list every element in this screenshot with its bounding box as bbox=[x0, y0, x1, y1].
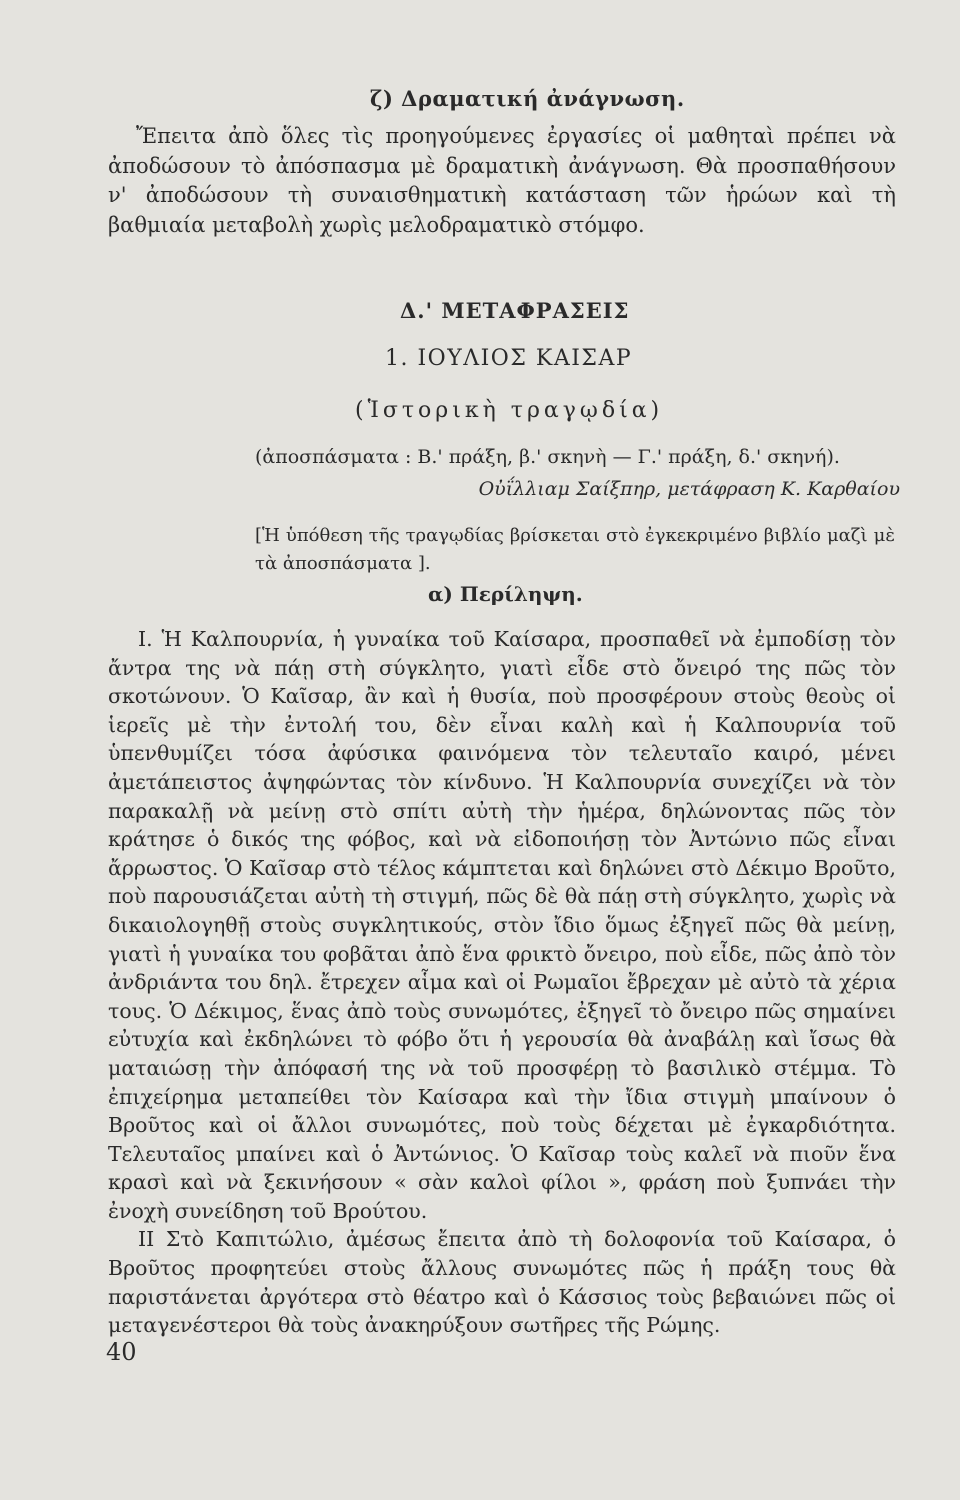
summary-paragraph-2: ΙΙ Στὸ Καπιτώλιο, ἀμέσως ἔπειτα ἀπὸ τὴ δολοφονία τοῦ Καίσαρα, ὁ Βροῦτος προφητεύει στοὺς ἄλλους συνωμότες πῶς ἡ πράξη τους θὰ παριστάνεται ἀργότερα στὸ θέατρο καὶ ὁ Κάσσιος τοὺς βεβαιώνει πῶς οἱ μεταγενέστεροι θὰ τοὺς ἀνακηρύξουν σωτῆρες τῆς Ρώμης. bbox=[108, 1227, 896, 1338]
excerpts-reference: (ἀποσπάσματα : Β.' πράξη, β.' σκηνὴ — Γ.' πράξη, δ.' σκηνή). bbox=[255, 446, 840, 468]
work-genre: (Ἱστορικὴ τραγῳδία) bbox=[355, 398, 664, 423]
summary-paragraph-1: Ι. Ἡ Καλπουρνία, ἡ γυναίκα τοῦ Καίσαρα, προσπαθεῖ νὰ ἐμποδίσῃ τὸν ἄντρα της νὰ πάῃ στὴ σύγκλητο, γιατὶ εἶδε στὸ ὄνειρό της πῶς τὸν σκοτώνουν. Ὁ Καῖσαρ, ἂν καὶ ἡ θυσία, ποὺ προσφέρουν στοὺς θεοὺς οἱ ἱερεῖς μὲ τὴν ἐντολή του, δὲν εἶναι καλὴ καὶ ἡ Καλπουρνία τοῦ ὑπενθυμίζει τόσα ἀφύσικα φαινόμενα τὸν τελευταῖο καιρό, μένει ἀμετάπειστος ἀψηφώντας τὸν κίνδυνο. Ἡ Καλπουρνία συνεχίζει νὰ τὸν παρακαλῇ νὰ μείνῃ στὸ σπίτι αὐτὴ τὴν ἡμέρα, δηλώνοντας πῶς τὸν κράτησε ὁ δικός της φόβος, καὶ νὰ εἰδοποιήσῃ τὸν Ἀντώνιο πῶς εἶναι ἄρρωστος. Ὁ Καῖσαρ στὸ τέλος κάμπτεται καὶ δηλώνει στὸ Δέκιμο Βροῦτο, ποὺ παρουσιάζεται αὐτὴ τὴ στιγμή, πῶς δὲ θὰ πάῃ στὴ σύγκλητο, χωρὶς νὰ δικαιολογηθῇ στοὺς συγκλητικούς, στὸν ἴδιο ὅμως ἐξηγεῖ πῶς θὰ μείνῃ, γιατὶ ἡ γυναίκα του φοβᾶται ἀπὸ ἕνα φρικτὸ ὄνειρο, ποὺ εἶδε, πῶς ἀπὸ τὸν ἀνδριάντα του δηλ. ἔτρεχεν αἷμα καὶ οἱ Ρωμαῖοι ἔβρεχαν μὲ αὐτὸ τὰ χέρια τους. Ὁ Δέκιμος, ἕνας ἀπὸ τοὺς συνωμότες, ἐξηγεῖ τὸ ὄνειρο πῶς σημαίνει εὐτυχία καὶ ἐκδηλώνει τὸ φόβο ὅτι ἡ γερουσία θὰ ἀναβάλῃ καὶ ἴσως θὰ ματαιώσῃ τὴν ἀπόφασή της νὰ τοῦ προσφέρῃ τὸ βασιλικὸ στέμμα. Τὸ ἐπιχείρημα μεταπείθει τὸν Καίσαρα καὶ τὴν ἴδια στιγμὴ μπαίνουν ὁ Βροῦτος καὶ οἱ ἄλλοι συνωμότες, ποὺ τοὺς δέχεται μὲ ἐγκαρδιότητα. Τελευταῖος μπαίνει καὶ ὁ Ἀντώνιος. Ὁ Καῖσαρ τοὺς καλεῖ νὰ πιοῦν ἕνα κρασὶ καὶ νὰ ξεκινήσουν « σὰν καλοὶ φίλοι », φράση ποὺ ξυπνάει τὴν ἐνοχὴ συνείδηση τοῦ Βρούτου. bbox=[108, 627, 896, 1223]
translator-credit: Οὐΐλλιαμ Σαίξπηρ, μετάφραση Κ. Καρθαίου bbox=[478, 478, 900, 500]
intro-paragraph bbox=[108, 122, 896, 240]
page-number: 40 bbox=[106, 1338, 137, 1366]
subheading-dramatic-reading: ζ) Δραματική ἀνάγνωση. bbox=[370, 86, 685, 111]
summary-body bbox=[108, 625, 896, 1340]
editorial-note: [Ἡ ὑπόθεση τῆς τραγῳδίας βρίσκεται στὸ ἐγκεκριμένο βιβλίο μαζὶ μὲ τὰ ἀποσπάσματα ]. bbox=[255, 525, 895, 574]
work-title: 1. ΙΟΥΛΙΟΣ ΚΑΙΣΑΡ bbox=[385, 346, 633, 371]
section-title: Δ.' ΜΕΤΑΦΡΑΣΕΙΣ bbox=[400, 298, 630, 323]
summary-heading: α) Περίληψη. bbox=[428, 582, 583, 606]
intro-text: Ἔπειτα ἀπὸ ὅλες τὶς προηγούμενες ἐργασίες οἱ μαθηταὶ πρέπει νὰ ἀποδώσουν τὸ ἀπόσπασμα μὲ δραματικὴ ἀνάγνωση. Θὰ προσπαθήσουν ν' ἀποδώσουν τὴ συναισθηματικὴ κατάσταση τῶν ἡρώων καὶ τὴ βαθμιαία μεταβολὴ χωρὶς μελοδραματικὸ στόμφο. bbox=[108, 124, 896, 237]
